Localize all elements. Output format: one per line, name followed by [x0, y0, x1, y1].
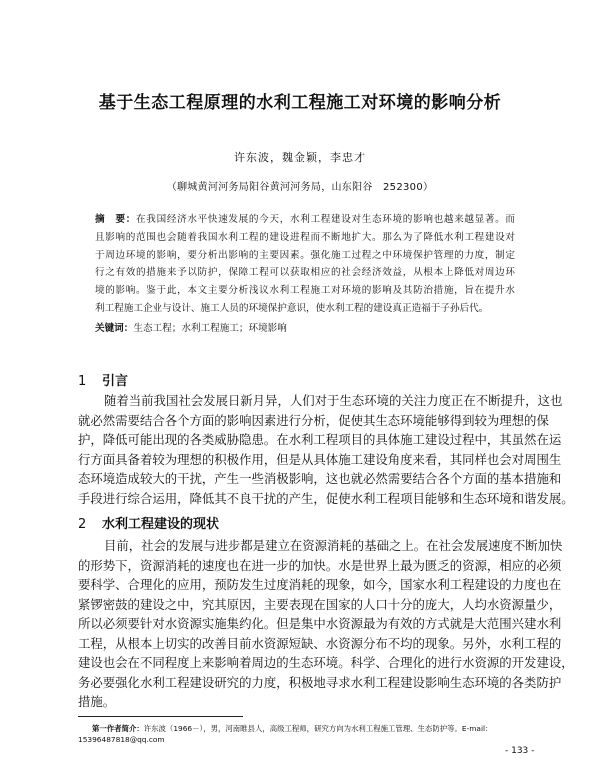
keywords-text: 生态工程；水利工程施工；环境影响 [133, 323, 287, 334]
body-line: 所以必须要针对水资源实施集约化。但是集中水资源最为有效的方式就是大范围兴建水利 [78, 616, 562, 631]
body-line: 行方面具备着较为理想的积极作用，但是从具体施工建设角度来看，其同样也会对周围生 [78, 451, 562, 467]
section-number: 2 [78, 517, 87, 532]
abstract-line [95, 284, 515, 298]
abstract-line [95, 231, 515, 245]
body-line: 建设也会在不同程度上来影响着周边的生态环境。科学、合理化的进行水资源的开发建设， [78, 655, 574, 670]
abstract-line [95, 302, 515, 316]
paper-title: 基于生态工程原理的水利工程施工对环境的影响分析 [98, 93, 502, 113]
abstract-text: 行之有效的措施来予以防护，保障工程可以获取相应的社会经济效益，从根本上降低对周边环 [95, 267, 515, 279]
footnote-label: 第一作者简介： [92, 724, 144, 733]
footnote-email: 15396487818@qq.com [78, 735, 165, 744]
abstract-text: 在我国经济水平快速发展的今天，水利工程建设对生态环境的影响也越来越显著。而 [136, 214, 516, 225]
abstract-text: 利工程施工企业与设计、施工人员的环境保护意识，使水利工程的建设真正造福于子孙后代。 [95, 303, 489, 314]
authors: 许东波，魏金颖，李忠才 [234, 151, 366, 164]
abstract-text: 于周边环境的影响，要分析出影响的主要因素。强化施工过程之中环境保护管理的力度，制定 [95, 249, 515, 261]
section-title: 引言 [102, 374, 129, 389]
body-line: 紧锣密鼓的建设之中，究其原因，主要表现在国家的人口十分的庞大，人均水资源量少， [78, 596, 562, 612]
section-title: 水利工程建设的现状 [102, 517, 220, 532]
section-number: 1 [78, 374, 87, 389]
body-line: 的形势下，资源消耗的速度也在进一步的加快。水是世界上最为匮乏的资源，相应的必须 [78, 557, 562, 573]
abstract-line [95, 249, 515, 263]
keywords [95, 320, 287, 334]
body-line: 手段进行综合运用，降低其不良干扰的产生，促使水利工程项目能够和生态环境和谐发展。 [78, 490, 574, 506]
body-line: 目前，社会的发展与进步都是建立在资源消耗的基础之上。在社会发展速度不断加快 [104, 538, 563, 553]
keywords-label: 关键词： [95, 323, 134, 334]
body-line: 措施。 [78, 694, 116, 709]
section-heading-1 [78, 370, 128, 389]
body-line: 工程，从根本上切实的改善目前水资源短缺、水资源分布不均的现象。另外，水利工程的 [78, 635, 562, 651]
footnote-rule [78, 716, 243, 717]
page-number: - 133 - [505, 746, 535, 756]
abstract-text: 境的影响。鉴于此，本文主要分析浅议水利工程施工对环境的影响及其防治措施，旨在提升水 [95, 285, 515, 297]
section-heading-2 [78, 513, 219, 532]
affiliation: （聊城黄河河务局阳谷黄河河务局，山东阳谷 252300） [166, 182, 434, 193]
body-line: 务必要强化水利工程建设研究的力度，积极地寻求水利工程建设影响生态环境的各类防护 [78, 674, 562, 690]
abstract-text: 且影响的范围也会随着我国水利工程的建设进程而不断地扩大。那么为了降低水利工程建设对 [95, 231, 515, 243]
body-line: 要科学、合理化的应用，预防发生过度消耗的现象，如今，国家水利工程建设的力度也在 [78, 577, 562, 592]
footnote-text: 许东波（1966－），男，河南睢县人，高级工程师，研究方向为水利工程施工管理、生态防护等。E-mail： [143, 724, 493, 733]
body-line: 就必然需要结合各个方面的影响因素进行分析，促使其生态环境能够得到较为理想的保 [78, 412, 549, 428]
footnote [92, 723, 492, 734]
body-line: 态环境造成较大的干扰，产生一些消极影响，这也就必然需要结合各个方面的基本措施和 [78, 471, 562, 486]
body-line: 护，降低可能出现的各类威胁隐患。在水利工程项目的具体施工建设过程中，其虽然在运 [78, 432, 562, 447]
abstract-line [95, 266, 515, 280]
body-line: 随着当前我国社会发展日新月异，人们对于生态环境的关注力度正在不断提升，这也 [104, 393, 563, 408]
abstract-label: 摘 要： [95, 214, 137, 225]
abstract-line [95, 213, 515, 227]
